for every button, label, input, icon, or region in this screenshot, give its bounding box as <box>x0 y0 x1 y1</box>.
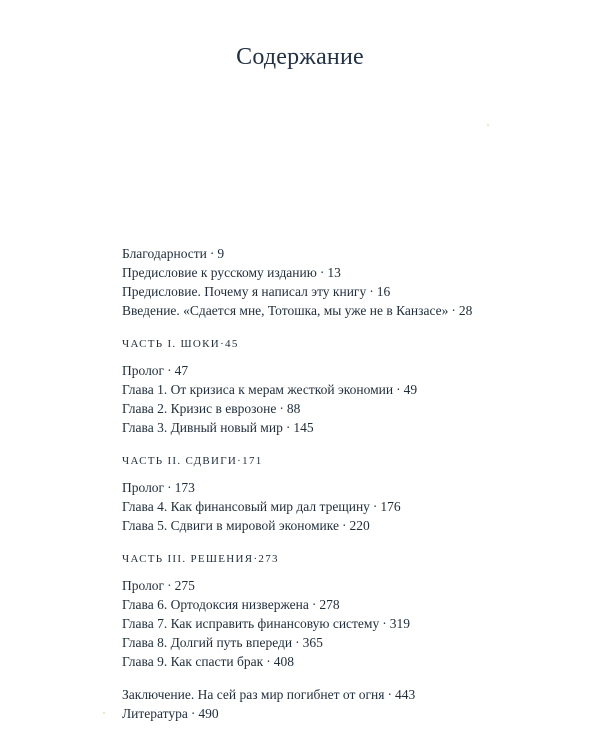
part-heading-label: ЧАСТЬ I. ШОКИ <box>122 338 221 350</box>
toc-entry-chapter-8[interactable] <box>122 633 562 652</box>
toc-entry-chapter-4[interactable] <box>122 497 562 516</box>
entry-page: 365 <box>302 635 323 650</box>
toc-entry-chapter-3[interactable] <box>122 418 562 437</box>
table-of-contents <box>122 244 562 723</box>
entry-page: 47 <box>174 363 189 378</box>
entry-page: 13 <box>327 265 341 280</box>
toc-entry-prologue[interactable] <box>122 361 562 380</box>
entry-page: 278 <box>319 597 340 612</box>
entry-separator: · <box>311 597 317 612</box>
entry-label: Пролог <box>122 363 165 378</box>
toc-entry-bibliography[interactable] <box>122 704 562 723</box>
toc-entry-chapter-6[interactable] <box>122 595 562 614</box>
entry-separator: · <box>167 578 172 593</box>
entry-separator: · <box>253 553 259 565</box>
entry-label: Глава 1. От кризиса к мерам жесткой экономии <box>122 382 394 397</box>
part-1-group <box>122 335 562 437</box>
entry-label: Литература <box>122 706 188 721</box>
entry-page: 16 <box>376 284 391 299</box>
entry-separator: · <box>387 687 392 702</box>
entry-label: Глава 3. Дивный новый мир <box>122 420 283 435</box>
part-heading-page: 45 <box>225 338 239 350</box>
toc-entry-chapter-1[interactable] <box>122 380 562 399</box>
part-heading-label: ЧАСТЬ III. РЕШЕНИЯ <box>122 553 254 565</box>
entry-separator: · <box>220 338 226 350</box>
part-heading-label: ЧАСТЬ II. СДВИГИ <box>122 455 238 467</box>
toc-entry-chapter-5[interactable] <box>122 516 562 535</box>
entry-separator: · <box>266 654 271 669</box>
entry-separator: · <box>237 455 243 467</box>
entry-separator: · <box>167 480 172 495</box>
entry-label: Предисловие. Почему я написал эту книгу <box>122 284 367 299</box>
entry-separator: · <box>451 303 456 318</box>
entry-page: 220 <box>349 518 370 533</box>
entry-label: Глава 7. Как исправить финансовую систему <box>122 616 380 631</box>
entry-page: 145 <box>293 420 314 435</box>
toc-entry-acknowledgements[interactable] <box>122 244 562 263</box>
entry-separator: · <box>341 518 347 533</box>
entry-page: 49 <box>403 382 418 397</box>
entry-page: 443 <box>394 687 416 702</box>
part-heading-2[interactable] <box>122 452 562 471</box>
paper-speck <box>103 712 105 714</box>
entry-label: Глава 2. Кризис в еврозоне <box>122 401 277 416</box>
entry-separator: · <box>295 635 300 650</box>
entry-label: Глава 4. Как финансовый мир дал трещину <box>122 499 370 514</box>
entry-label: Предисловие к русскому изданию <box>122 265 317 280</box>
entry-label: Пролог <box>122 480 165 495</box>
part-heading-1[interactable] <box>122 335 562 354</box>
toc-entry-prologue[interactable] <box>122 576 562 595</box>
entry-label: Благодарности <box>122 246 207 261</box>
page-title: Содержание <box>236 44 364 70</box>
part-heading-page: 171 <box>242 455 263 467</box>
entry-separator: · <box>319 265 325 280</box>
entry-page: 173 <box>174 480 195 495</box>
entry-label: Глава 6. Ортодоксия низвержена <box>122 597 309 612</box>
entry-separator: · <box>190 706 196 721</box>
entry-page: 275 <box>174 578 195 593</box>
entry-separator: · <box>372 499 378 514</box>
part-heading-page: 273 <box>258 553 279 565</box>
part-3-group <box>122 550 562 671</box>
toc-entry-chapter-7[interactable] <box>122 614 562 633</box>
entry-separator: · <box>382 616 387 631</box>
entry-separator: · <box>285 420 291 435</box>
entry-page: 408 <box>273 654 294 669</box>
toc-entry-chapter-9[interactable] <box>122 652 562 671</box>
entry-separator: · <box>396 382 401 397</box>
entry-page: 176 <box>380 499 401 514</box>
paper-speck <box>487 124 489 126</box>
front-matter-group <box>122 244 562 320</box>
toc-entry-preface[interactable] <box>122 282 562 301</box>
entry-separator: · <box>279 401 284 416</box>
entry-label: Пролог <box>122 578 165 593</box>
entry-page: 28 <box>458 303 473 318</box>
toc-entry-introduction[interactable] <box>122 301 562 320</box>
entry-separator: · <box>209 246 215 261</box>
back-matter-group <box>122 685 562 723</box>
entry-page: 319 <box>389 616 410 631</box>
entry-page: 88 <box>286 401 301 416</box>
entry-label: Заключение. На сей раз мир погибнет от огня <box>122 687 385 702</box>
entry-label: Глава 5. Сдвиги в мировой экономике <box>122 518 339 533</box>
entry-page: 490 <box>198 706 219 721</box>
section-spacer <box>122 671 562 685</box>
toc-entry-chapter-2[interactable] <box>122 399 562 418</box>
entry-label: Введение. «Сдается мне, Тотошка, мы уже не в Канзасе» <box>122 303 449 318</box>
toc-entry-preface-russian[interactable] <box>122 263 562 282</box>
entry-page: 9 <box>217 246 225 261</box>
entry-label: Глава 9. Как спасти брак <box>122 654 264 669</box>
toc-entry-prologue[interactable] <box>122 478 562 497</box>
part-2-group <box>122 452 562 535</box>
entry-separator: · <box>369 284 374 299</box>
toc-entry-conclusion[interactable] <box>122 685 562 704</box>
entry-label: Глава 8. Долгий путь впереди <box>122 635 293 650</box>
entry-separator: · <box>167 363 172 378</box>
part-heading-3[interactable] <box>122 550 562 569</box>
